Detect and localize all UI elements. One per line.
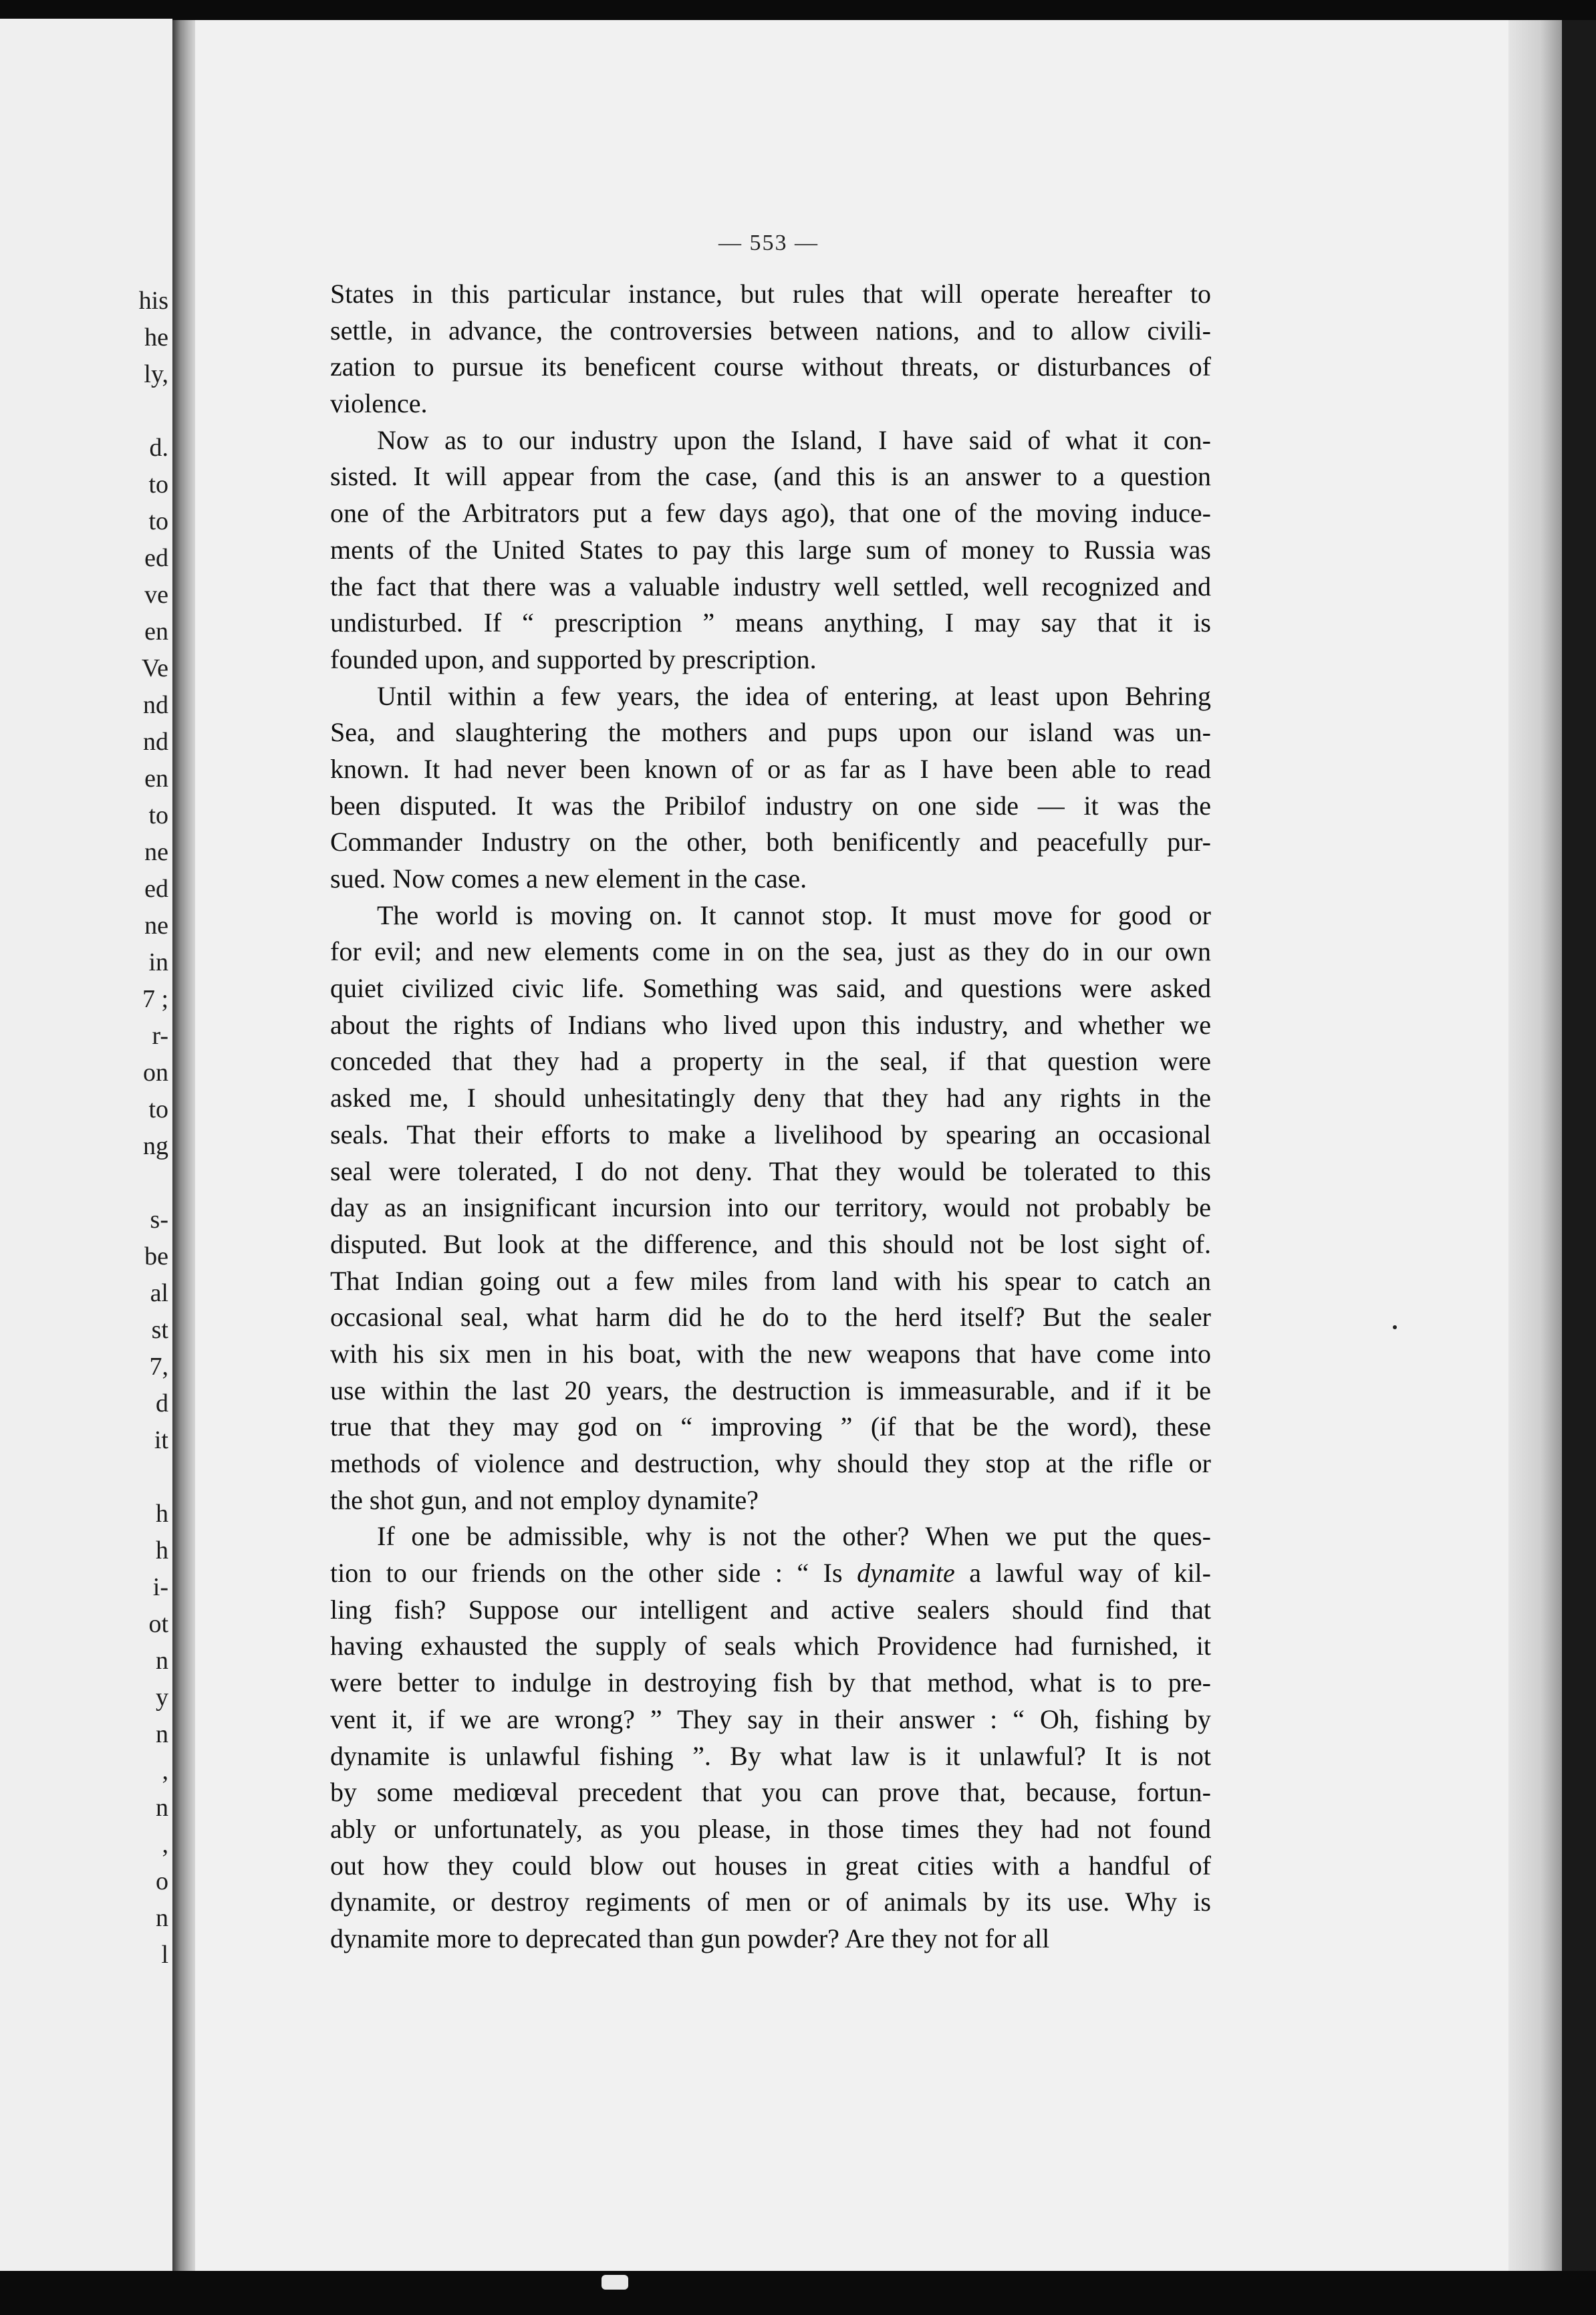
- facing-page-fragment: i-: [152, 1573, 168, 1601]
- text-line: conceded that they had a property in the seal, if that question were: [330, 1046, 1211, 1077]
- text-line: ably or unfortunately, as you please, in those times they had not found: [330, 1813, 1211, 1844]
- text-line: by some mediœval precedent that you can prove that, because, fortun-: [330, 1777, 1211, 1808]
- facing-page-fragment: to: [148, 507, 168, 535]
- facing-page-fragment: nd: [143, 728, 168, 756]
- facing-page-fragment: o: [156, 1867, 168, 1895]
- facing-page-fragment: ly,: [144, 360, 168, 388]
- text-line: zation to pursue its beneficent course without threats, or disturbances of: [330, 352, 1211, 382]
- text-line: undisturbed. If “ prescription ” means anything, I may say that it is: [330, 607, 1211, 638]
- text-line: settle, in advance, the controversies between nations, and to allow civili-: [330, 315, 1211, 346]
- page-right-edge: [1508, 20, 1562, 2271]
- facing-page-fragment: en: [144, 765, 168, 793]
- facing-page-fragment: he: [144, 323, 168, 352]
- text-line: seals. That their efforts to make a livelihood by spearing an occasional: [330, 1119, 1211, 1149]
- facing-page-fragment: l: [161, 1941, 168, 1969]
- facing-page-fragment: n: [156, 1904, 168, 1932]
- facing-page-fragment: ,: [162, 1830, 168, 1859]
- facing-page-fragment: ne: [144, 838, 168, 866]
- text-line: States in this particular instance, but rules that will operate hereafter to: [330, 279, 1211, 309]
- text-line: the fact that there was a valuable industry well settled, well recognized and: [330, 571, 1211, 601]
- text-line: methods of violence and destruction, why should they stop at the rifle or: [330, 1448, 1211, 1478]
- facing-page-fragment: [128, 1165, 168, 1202]
- text-line: tion to our friends on the other side : “ Is dynamite a lawful way of kil-: [330, 1558, 1211, 1589]
- facing-page-fragment: his: [138, 287, 168, 315]
- text-line: Commander Industry on the other, both benificently and peacefully pur-: [330, 827, 1211, 857]
- facing-page-fragment: s-: [150, 1206, 168, 1234]
- text-line: occasional seal, what harm did he do to the herd itself? But the sealer: [330, 1302, 1211, 1333]
- facing-page-fragment: nd: [143, 691, 168, 719]
- facing-page: [0, 19, 172, 2271]
- text-line: The world is moving on. It cannot stop. It must move for good or: [377, 900, 1211, 930]
- text-line: sued. Now comes a new element in the case.: [330, 863, 807, 894]
- facing-page-fragment: Ve: [141, 654, 168, 682]
- text-line: asked me, I should unhesitatingly deny that they had any rights in the: [330, 1083, 1211, 1113]
- text-line: with his six men in his boat, with the new weapons that have come into: [330, 1338, 1211, 1369]
- text-line: known. It had never been known of or as far as I have been able to read: [330, 753, 1211, 784]
- facing-page-fragment: [128, 393, 168, 430]
- facing-page-fragment: ed: [144, 875, 168, 903]
- facing-page-fragment: ve: [144, 581, 168, 609]
- text-line: true that they may god on “ improving ” (if that be the word), these: [330, 1411, 1211, 1442]
- text-line: for evil; and new elements come in on the sea, just as they do in our own: [330, 936, 1211, 967]
- facing-page-fragment: ot: [148, 1610, 168, 1638]
- text-line: Until within a few years, the idea of entering, at least upon Behring: [377, 680, 1211, 711]
- facing-page-fragment: 7 ;: [142, 985, 168, 1013]
- facing-page-fragment: r-: [152, 1022, 168, 1050]
- facing-page-fragment: it: [154, 1426, 168, 1454]
- bottom-clip-mark: [602, 2275, 628, 2290]
- text-line: Now as to our industry upon the Island, I have said of what it con-: [377, 424, 1211, 455]
- text-line: Sea, and slaughtering the mothers and pups upon our island was un-: [330, 717, 1211, 748]
- facing-page-fragment: h: [156, 1536, 168, 1564]
- text-line: dynamite more to deprecated than gun powder? Are they not for all: [330, 1923, 1050, 1953]
- facing-page-fragment: n: [156, 1647, 168, 1675]
- facing-page-fragment: ,: [162, 1757, 168, 1785]
- text-line: out how they could blow out houses in great cities with a handful of: [330, 1850, 1211, 1881]
- text-line: If one be admissible, why is not the other? When we put the ques-: [377, 1521, 1211, 1552]
- facing-page-fragment: en: [144, 618, 168, 646]
- scan-border: [1562, 20, 1596, 2271]
- text-line: quiet civilized civic life. Something was said, and questions were asked: [330, 973, 1211, 1004]
- facing-page-fragment: h: [156, 1500, 168, 1528]
- facing-page-fragment: on: [143, 1059, 168, 1087]
- page-number: — 553 —: [718, 231, 819, 255]
- text-line: sisted. It will appear from the case, (and this is an answer to a question: [330, 461, 1211, 492]
- facing-page-fragment: d: [156, 1389, 168, 1417]
- facing-page-fragment: ng: [143, 1132, 168, 1160]
- speck: [1393, 1325, 1397, 1329]
- text-line: use within the last 20 years, the destruction is immeasurable, and if it be: [330, 1375, 1211, 1405]
- text-line: disputed. But look at the difference, and this should not be lost sight of.: [330, 1228, 1211, 1259]
- text-line: about the rights of Indians who lived upon this industry, and whether we: [330, 1009, 1211, 1040]
- text-line: founded upon, and supported by prescription.: [330, 644, 817, 674]
- text-line: ments of the United States to pay this large sum of money to Russia was: [330, 534, 1211, 565]
- facing-page-fragment: al: [150, 1279, 168, 1307]
- facing-page-fragment: n: [156, 1794, 168, 1822]
- facing-page-fragment: in: [148, 948, 168, 976]
- facing-page-fragment: d.: [149, 434, 168, 462]
- facing-page-fragment: to: [148, 801, 168, 829]
- facing-page-fragment: to: [148, 470, 168, 499]
- facing-page-fragment: [128, 1459, 168, 1496]
- facing-page-fragment: 7,: [149, 1353, 168, 1381]
- facing-page-fragment: y: [156, 1683, 168, 1712]
- text-line: the shot gun, and not employ dynamite?: [330, 1484, 759, 1515]
- text-line: ling fish? Suppose our intelligent and active sealers should find that: [330, 1594, 1211, 1625]
- text-line: were better to indulge in destroying fish by that method, what is to pre-: [330, 1667, 1211, 1698]
- text-line: seal were tolerated, I do not deny. That they would be tolerated to this: [330, 1155, 1211, 1186]
- text-line: dynamite, or destroy regiments of men or of animals by its use. Why is: [330, 1887, 1211, 1917]
- text-line: vent it, if we are wrong? ” They say in their answer : “ Oh, fishing by: [330, 1704, 1211, 1734]
- text-line: dynamite is unlawful fishing ”. By what law is it unlawful? It is not: [330, 1740, 1211, 1771]
- facing-page-fragment: n: [156, 1720, 168, 1748]
- facing-page-fragment: to: [148, 1095, 168, 1123]
- body-text: [330, 276, 1211, 1957]
- facing-page-fragment: st: [151, 1316, 168, 1344]
- facing-page-edge-text: [128, 283, 168, 1973]
- text-line: violence.: [330, 388, 428, 419]
- text-line: day as an insignificant incursion into our territory, would not probably be: [330, 1192, 1211, 1223]
- text-line: having exhausted the supply of seals which Providence had furnished, it: [330, 1631, 1211, 1661]
- facing-page-fragment: be: [144, 1242, 168, 1270]
- book-gutter: [172, 20, 195, 2271]
- text-line: one of the Arbitrators put a few days ago), that one of the moving induce-: [330, 498, 1211, 529]
- facing-page-fragment: ne: [144, 912, 168, 940]
- text-line: That Indian going out a few miles from land with his spear to catch an: [330, 1265, 1211, 1296]
- facing-page-fragment: ed: [144, 544, 168, 572]
- text-line: been disputed. It was the Pribilof industry on one side — it was the: [330, 790, 1211, 821]
